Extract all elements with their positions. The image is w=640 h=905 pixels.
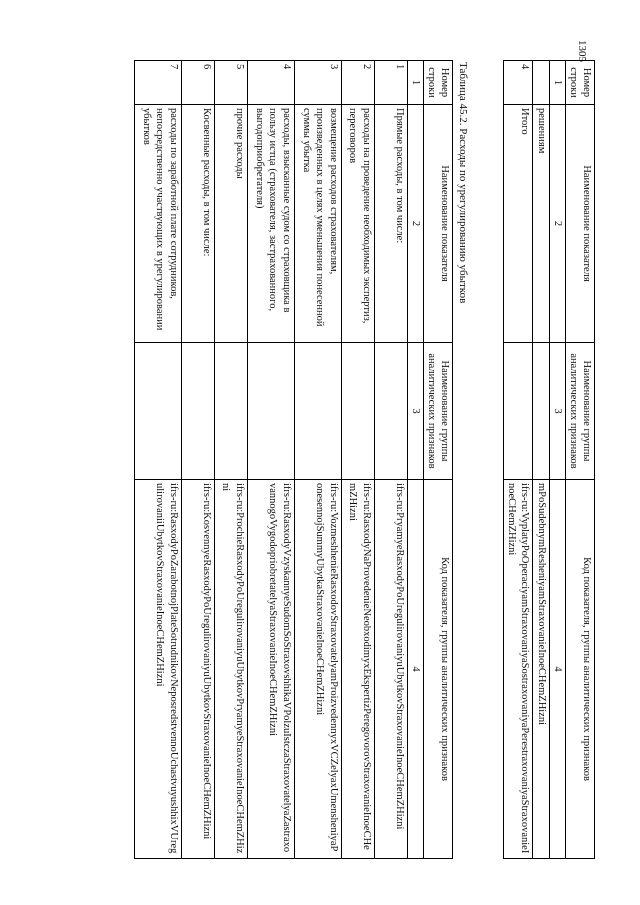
column-number-row xyxy=(407,61,423,859)
group-name xyxy=(533,343,549,480)
table-row xyxy=(181,61,214,859)
col-number: 3 xyxy=(407,343,423,480)
table-row xyxy=(374,61,407,859)
indicator-code: ifrs-ru:KosvennyeRasxodyPoUregulirovaniyuUbytkovStraxovanieInoeCHemZHizni xyxy=(181,480,214,859)
col-number: 4 xyxy=(407,480,423,859)
col-number: 1 xyxy=(549,61,565,105)
indicator-name: расходы, взысканные судом со страховщика в пользу истца (страхователя, застрахованного, выгодоприобретателя) xyxy=(247,105,294,343)
rotated-page-content xyxy=(35,60,595,860)
table-row xyxy=(214,61,247,859)
indicator-code: ifrs-ru:RasxodyNaProvedenieNeobxodimyxEkspertizPeregovorovStraxovanieInoeCHemZHizni xyxy=(341,480,374,859)
group-name xyxy=(374,343,407,480)
row-number: 6 xyxy=(181,61,214,105)
row-number: 5 xyxy=(214,61,247,105)
indicator-name: возмещение расходов страхователям, произведенных в целях уменьшения понесенной суммы убытка xyxy=(294,105,341,343)
indicator-name: Итого xyxy=(504,105,533,343)
indicator-code: ifrs-ru:RasxodyPoZarabotnojPlateSotrudnikovNeposredstvennoUchastvuyushhixVUregulirovaniiUbytkovStraxovanieInoeCHemZHizni xyxy=(134,480,181,859)
header-indicator-name: Наименование показателя xyxy=(423,105,452,343)
table-row xyxy=(533,61,549,859)
indicator-code: ifrs-ru:RasxodyVzyskannyeSudomSoStraxovshhikaVPolzuIstczaStraxovatelyaZastraxovannogoVygodopriobretatelyaStraxovanieInoeCHemZHizni xyxy=(247,480,294,859)
group-name xyxy=(294,343,341,480)
row-number: 3 xyxy=(294,61,341,105)
indicator-name: прочие расходы xyxy=(214,105,247,343)
table-row xyxy=(294,61,341,859)
indicator-code: ifrs-ru:ProchieRasxodyPoUregulirovaniyuUbytkovPryamyeStraxovanieInoeCHemZHizni xyxy=(214,480,247,859)
table-top xyxy=(503,60,595,859)
group-name xyxy=(341,343,374,480)
table-caption: Таблица 45.2. Расходы по урегулированию убытков xyxy=(457,62,469,304)
table-row xyxy=(341,61,374,859)
indicator-code: ifrs-ru:VozmeshhenieRasxodovStraxovatelyamProizvedennyxVCZelyaxUmensheniyaPonesennojSummyUbytkaStraxovanieInoeCHemZHizni xyxy=(294,480,341,859)
group-name xyxy=(247,343,294,480)
indicator-name: решениям xyxy=(533,105,549,343)
row-number: 7 xyxy=(134,61,181,105)
header-group-name: Наименование группы аналитических признаков xyxy=(565,343,594,480)
table-header-row xyxy=(565,61,594,859)
table-main xyxy=(134,60,453,859)
table-row xyxy=(504,61,533,859)
indicator-name: расходы на проведение необходимых экспертиз, переговоров xyxy=(341,105,374,343)
indicator-code: ifrs-ru:PryamyeRasxodyPoUregulirovaniyuUbytkovStraxovanieInoeCHemZHizni xyxy=(374,480,407,859)
header-group-name: Наименование группы аналитических признаков xyxy=(423,343,452,480)
indicator-name: расходы по заработной плате сотрудников, непосредственно участвующих в урегулировании убытков xyxy=(134,105,181,343)
indicator-code: mPoSudebnymResheniyamStraxovanieInoeCHemZHizni xyxy=(533,480,549,859)
indicator-code: ifrs-ru:VyplatyPoOperaciyamStraxovaniyaSostraxovaniyaPerestraxovaniyaStraxovanieInoeCHemZHizni xyxy=(504,480,533,859)
page-number: 1305 xyxy=(576,40,588,62)
col-number: 2 xyxy=(407,105,423,343)
row-number: 1 xyxy=(374,61,407,105)
header-row-number: Номер строки xyxy=(565,61,594,105)
col-number: 2 xyxy=(549,105,565,343)
group-name xyxy=(181,343,214,480)
table-row xyxy=(247,61,294,859)
indicator-name: Косвенные расходы, в том числе: xyxy=(181,105,214,343)
row-number: 2 xyxy=(341,61,374,105)
col-number: 4 xyxy=(549,480,565,859)
row-number xyxy=(533,61,549,105)
table-row xyxy=(134,61,181,859)
row-number: 4 xyxy=(247,61,294,105)
header-indicator-name: Наименование показателя xyxy=(565,105,594,343)
row-number: 4 xyxy=(504,61,533,105)
col-number: 3 xyxy=(549,343,565,480)
group-name xyxy=(214,343,247,480)
header-code: Код показателя, группы аналитических признаков xyxy=(423,480,452,859)
indicator-name: Прямые расходы, в том числе: xyxy=(374,105,407,343)
table-header-row xyxy=(423,61,452,859)
group-name xyxy=(134,343,181,480)
column-number-row xyxy=(549,61,565,859)
group-name xyxy=(504,343,533,480)
header-row-number: Номер строки xyxy=(423,61,452,105)
header-code: Код показателя, группы аналитических признаков xyxy=(565,480,594,859)
col-number: 1 xyxy=(407,61,423,105)
